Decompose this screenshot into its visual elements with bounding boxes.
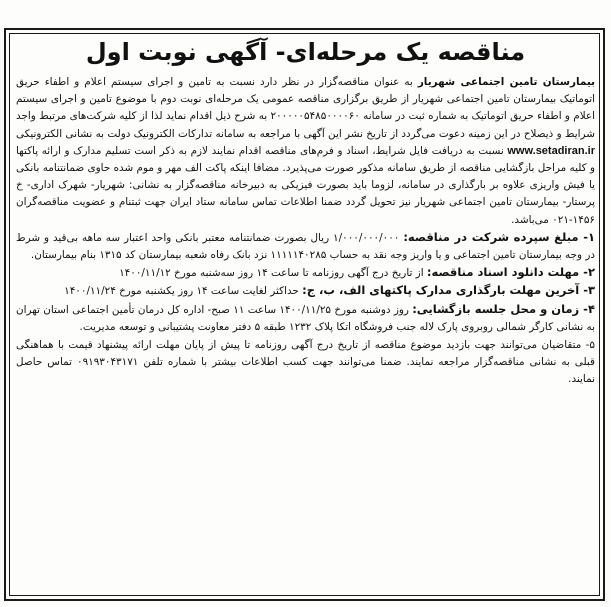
item-deposit-heading: ۱- مبلغ سپرده شرکت در مناقصه: <box>403 229 595 244</box>
item-upload-deadline-text: حداکثر لغایت ساعت ۱۴ روز یکشنبه مورخ ۱۴۰۰/۱۱/۲۴ <box>64 285 303 298</box>
item-opening-session-text: روز دوشنبه مورخ ۱۴۰۰/۱۱/۲۵ ساعت ۱۱ صبح- اداره کل درمان تأمین اجتماعی استان تهران به نشانی کارگر شمالی روبروی پارک لاله جنب فروشگاه اتکا پلاک ۱۲۳۲ طبقه ۵ دفتر معاونت پشتیبانی و توسعه مدیریت. <box>16 303 595 333</box>
notice-body <box>16 74 595 389</box>
intro-paragraph <box>16 74 595 229</box>
item-upload-deadline <box>16 282 595 300</box>
top-strip <box>0 0 611 26</box>
item-download-deadline <box>16 264 595 282</box>
item-deposit-text: ۱/۰۰۰/۰۰۰/۰۰۰ ریال بصورت ضمانتنامه معتبر بانکی واحد اعتبار سه ماهه بی‌قید و شرط در وجه بیمارستان تامین اجتماعی و یا واریز وجه نقد به حساب ۱۱۱۱۱۴۰۲۸۵ نزد بانک رفاه شعبه بیمارستان کد ۱۳۱۵ بنام بیمارستان. <box>16 231 595 262</box>
notice-title: مناقصه یک مرحله‌ای- آگهی نوبت اول <box>85 38 526 66</box>
item-download-deadline-heading: ۲- مهلت دانلود اسناد مناقصه: <box>426 265 595 280</box>
item-deposit <box>16 229 595 264</box>
item-upload-deadline-heading: ۳- آخرین مهلت بارگذاری مدارک پاکتهای الف، ب، ج: <box>302 283 595 298</box>
intro-text-2: نسبت به دریافت فایل شرایط، اسناد و فرم‌های مناقصه اقدام نمایند لازم به ذکر است تسلیم مدارک و ارائه پاکتها و کلیه مراحل بازگشایی مناقصه از طریق سامانه مذکور صورت می‌پذیرد. مضافا اینکه پاکت الف مهر و موم شده حاوی ضمانتنامه بانکی یا فیش واریزی علاوه بر بارگذاری در سامانه، لزوما باید بصورت فیزیکی به دبیرخانه مناقصه‌گزار به نشانی: شهریار- شهرک اداری- خ پرستار- بیمارستان تامین اجتماعی شهریار نیز تحویل گردد ضمنا اطلاعات تماس سامانه ستاد ایران جهت ثبتنام و عضویت مناقصه‌گران ۱۴۵۶-۰۲۱ می‌باشد. <box>16 144 595 226</box>
intro-text-1: به عنوان مناقصه‌گزار در نظر دارد نسبت به تامین و اجرای سیستم اعلام و اطفاء حریق اتوماتیک بیمارستان تامین اجتماعی شهریار از طریق برگزاری مناقصه عمومی یک مرحله‌ای نوبت دوم با موضوع تامین و اجرای سیستم اعلام و اطفاء حریق اتوماتیک به شماره ثبت در سامانه ۲۰۰۰۰۰۵۴۸۵۰۰۰۰۶۰ به شرح ذیل اقدام نماید لذا از کلیه شرکت‌های مرتبط واجد شرایط و ذیصلاح در این زمینه دعوت می‌گردد از تاریخ نشر این آگهی با مراجعه به سامانه تدارکات الکترونیک دولت به نشانی الکترونیکی <box>16 76 595 140</box>
website-link[interactable]: www.setadiran.ir <box>507 144 595 157</box>
item-opening-session-heading: ۴- زمان و محل جلسه بازگشایی: <box>412 301 595 316</box>
organization-name: بیمارستان تامین اجتماعی شهریار <box>417 76 595 88</box>
item-download-deadline-text: از تاریخ درج آگهی روزنامه تا ساعت ۱۴ روز سه‌شنبه مورخ ۱۴۰۰/۱۱/۱۲ <box>119 267 427 280</box>
item-opening-session <box>16 301 595 336</box>
item-site-visit <box>16 336 595 389</box>
item-site-visit-text: ۵- متقاضیان می‌توانند جهت بازدید موضوع مناقصه از تاریخ درج آگهی روزنامه تا پیش از پایان مهلت ارائه پیشنهاد قیمت با هماهنگی قبلی به نشانی مناقصه‌گزار مراجعه نمایند. ضمنا می‌توانند جهت کسب اطلاعات بیشتر با شماره تلفن ۰۹۱۹۳۰۴۳۱۷۱ تماس حاصل نمایند. <box>16 339 595 386</box>
top-strip-text <box>0 0 611 6</box>
